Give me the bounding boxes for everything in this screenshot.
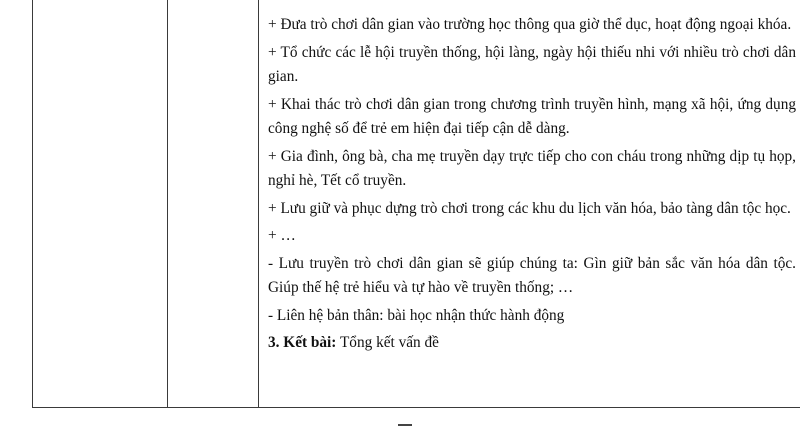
table-cell-empty-first	[33, 0, 168, 408]
paragraph-media: + Khai thác trò chơi dân gian trong chương trình truyền hình, mạng xã hội, ứng dụng công nghệ số để trẻ em hiện đại tiếp cận dễ dàng.	[268, 95, 796, 137]
paragraph-school-activities: + Đưa trò chơi dân gian vào trường học thông qua giờ thể dục, hoạt động ngoại khóa.	[268, 16, 792, 33]
table-cell-empty-second	[168, 0, 259, 408]
table-cell-content	[259, 0, 800, 408]
conclusion-text: Tổng kết vấn đề	[336, 334, 439, 351]
paragraph-benefits: - Lưu truyền trò chơi dân gian sẽ giúp chúng ta: Gìn giữ bản sắc văn hóa dân tộc. Giúp thế hệ trẻ hiểu và tự hào về truyền thống; …	[268, 254, 796, 296]
page-divider-mark	[398, 424, 412, 426]
paragraph-tourism: + Lưu giữ và phục dựng trò chơi trong các khu du lịch văn hóa, bảo tàng dân tộc học.	[268, 199, 791, 217]
paragraph-family: + Gia đình, ông bà, cha mẹ truyền dạy trực tiếp cho con cháu trong những dịp tụ họp, nghỉ hè, Tết cổ truyền.	[268, 147, 796, 189]
document-table	[32, 0, 800, 408]
paragraph-conclusion	[268, 331, 796, 356]
paragraph-festivals: + Tổ chức các lễ hội truyền thống, hội làng, ngày hội thiếu nhi với nhiều trò chơi dân gian.	[268, 43, 796, 85]
paragraph-ellipsis: + …	[268, 227, 296, 244]
conclusion-label: 3. Kết bài:	[268, 334, 337, 351]
paragraph-self-reflection: - Liên hệ bản thân: bài học nhận thức hành động	[268, 306, 565, 324]
table-row	[33, 0, 800, 408]
